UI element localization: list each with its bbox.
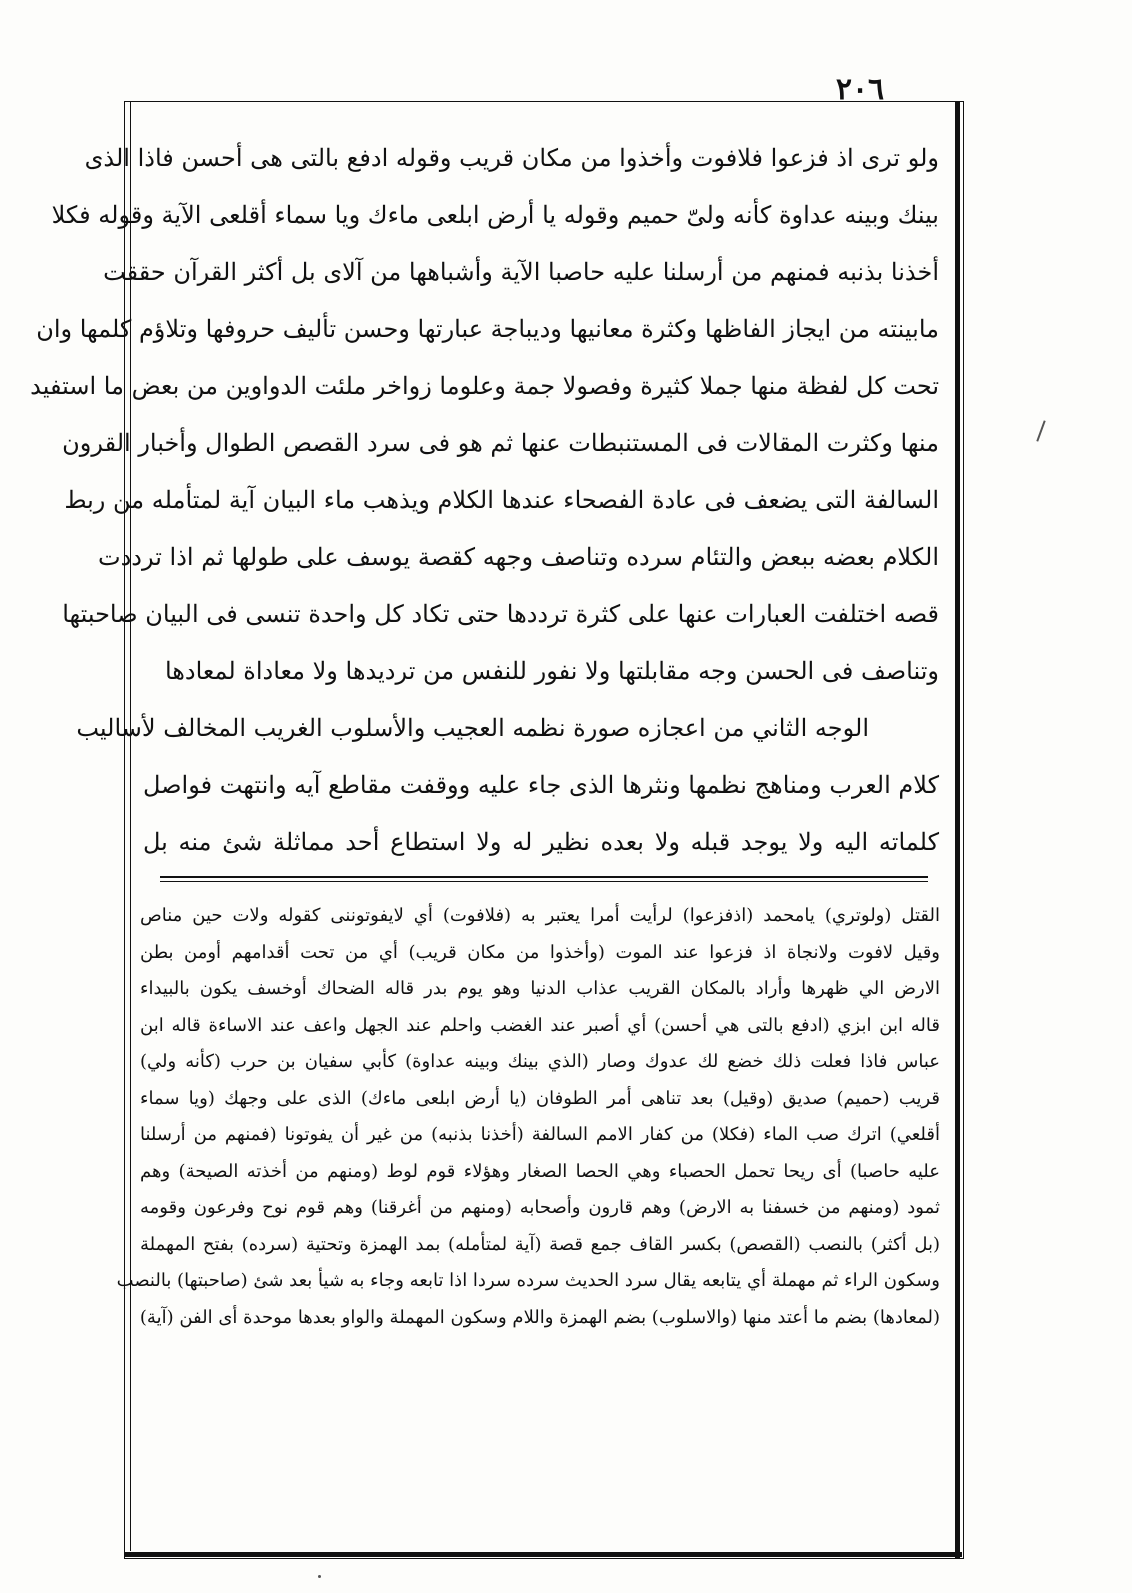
main-text-line: مابينته من ايجاز الفاظها وكثرة معانيها وديباجة عبارتها وحسن تأليف حروفها وتلاؤم كلمها وان: [36, 315, 939, 343]
footnote-block: [116, 898, 940, 1336]
frame-thick-bottom-rule: [124, 1552, 962, 1557]
footnote-line: وسكون الراء ثم مهملة أي يتابعه يقال سرد الحديث سرده سردا اذا تابعه وجاء به شيأ بعد شئ (صاحبتها) بالنصب: [116, 1270, 940, 1291]
main-text-block: [30, 130, 939, 871]
main-text-line: السالفة التى يضعف فى عادة الفصحاء عندها الكلام ويذهب ماء البيان آية لمتأمله من ربط: [64, 486, 939, 514]
main-text-line: تحت كل لفظة منها جملا كثيرة وفصولا جمة وعلوما زواخر ملئت الدواوين من بعض ما استفيد: [30, 372, 939, 400]
footnote-line: ثمود (ومنهم من خسفنا به الارض) وهم قارون وأصحابه (ومنهم من أغرقنا) وهم قوم نوح وفرعون وقومه: [140, 1197, 940, 1218]
footnote-line: قريب (حميم) صديق (وقيل) بعد تناهى أمر الطوفان (يا أرض ابلعى ماءك) الذى على وجهك (ويا سماء: [140, 1087, 940, 1109]
footnote-separator: [160, 876, 928, 878]
main-text-line: الوجه الثاني من اعجازه صورة نظمه العجيب والأسلوب الغريب المخالف لأساليب: [76, 714, 869, 742]
footnote-line: عليه حاصبا) أى ريحا تحمل الحصباء وهي الحصا الصغار وهؤلاء قوم لوط (ومنهم من أخذته الصيحة) وهم: [140, 1160, 940, 1182]
main-text-line: بينك وبينه عداوة كأنه ولىّ حميم وقوله يا أرض ابلعى ماءك ويا سماء أقلعى الآية وقوله فكلا: [51, 201, 939, 229]
main-text-line: منها وكثرت المقالات فى المستنبطات عنها ثم هو فى سرد القصص الطوال وأخبار القرون: [62, 429, 939, 457]
main-text-line: الكلام بعضه ببعض والتئام سرده وتناصف وجهه كقصة يوسف على طولها ثم اذا ترددت: [98, 543, 939, 571]
main-text-line: أخذنا بذنبه فمنهم من أرسلنا عليه حاصبا الآية وأشباهها من آلاى بل أكثر القرآن حققت: [103, 258, 939, 286]
main-text-line: كلماته اليه ولا يوجد قبله ولا بعده نظير له ولا استطاع أحد مماثلة شئ منه بل: [143, 828, 939, 856]
main-text-line: قصه اختلفت العبارات عنها على كثرة ترددها حتى تكاد كل واحدة تنسى فى البيان صاحبتها: [62, 600, 939, 628]
footnote-line: الارض الي ظهرها وأراد بالمكان القريب عذاب الدنيا وهو يوم بدر قاله الضحاك أوخسف يكون بالبيداء: [140, 978, 940, 999]
page-number: ٢٠٦: [835, 72, 885, 107]
footnote-separator-thin: [160, 881, 928, 882]
footnote-line: أقلعي) اترك صب الماء (فكلا) من كفار الامم السالفة (أخذنا بذنبه) من غير أن يفوتونا (فمنهم من أرسلنا: [140, 1124, 940, 1145]
main-text-line: وتناصف فى الحسن وجه مقابلتها ولا نفور للنفس من ترديدها ولا معاداة لمعادها: [164, 657, 939, 685]
footnote-line: (بل أكثر) بالنصب (القصص) بكسر القاف جمع قصة (آية لمتأمله) بمد الهمزة وتحتية (سرده) بفتح المهملة: [140, 1233, 940, 1255]
footnote-line: وقيل لافوت ولانجاة اذ فزعوا عند الموت (وأخذوا من مكان قريب) أي من تحت أقدامهم أومن بطن: [140, 941, 940, 963]
footnote-line: (لمعادها) بضم ما أعتد منها (والاسلوب) بضم الهمزة واللام وسكون المهملة والواو بعدها موحدة أى الفن (آية): [139, 1306, 940, 1328]
main-text-line: كلام العرب ومناهج نظمها ونثرها الذى جاء عليه ووقفت مقاطع آيه وانتهت فواصل: [143, 771, 939, 799]
footnote-line: عباس فاذا فعلت ذلك خضع لك عدوك وصار (الذي بينك وبينه عداوة) كأبي سفيان بن حرب (كأنه ولي): [140, 1051, 940, 1072]
bottom-stray-dot: [318, 1575, 321, 1578]
margin-stray-mark: [1036, 420, 1045, 441]
footnote-line: قاله ابن ابزي (ادفع بالتى هي أحسن) أي أصبر عند الغضب واحلم عند الجهل واعف عند الاساءة قاله ابن: [140, 1014, 940, 1036]
footnote-line: القتل (ولوتري) يامحمد (اذفزعوا) لرأيت أمرا يعتبر به (فلافوت) أي لايفوتوننى كقوله ولات حين مناص: [140, 905, 940, 926]
main-text-line: ولو ترى اذ فزعوا فلافوت وأخذوا من مكان قريب وقوله ادفع بالتى هى أحسن فاذا الذى: [84, 144, 939, 172]
frame-thick-right-rule: [955, 101, 960, 1559]
